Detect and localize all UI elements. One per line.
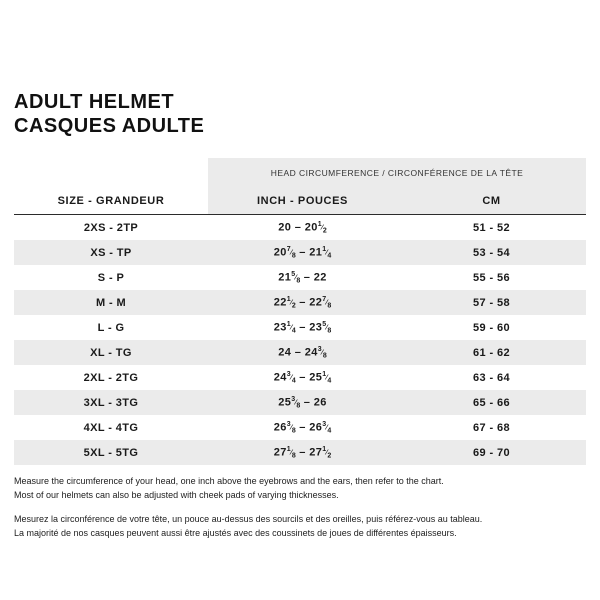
inch-b-frac: $^1⁄_4$: [322, 370, 332, 385]
column-header-size: SIZE - GRANDEUR: [14, 188, 208, 215]
table-body: [14, 158, 586, 465]
column-header-cm: CM: [397, 188, 586, 215]
cell-cm: 65 - 66: [397, 390, 586, 415]
inch-dash: –: [300, 271, 314, 284]
group-header-spacer: [14, 158, 208, 188]
inch-a-whole: 27: [273, 446, 287, 459]
cell-inch: [208, 340, 397, 365]
inch-b-frac: $^5⁄_8$: [322, 320, 332, 335]
cell-inch: [208, 315, 397, 340]
inch-a-frac: $^1⁄_2$: [286, 295, 296, 310]
inch-a-whole: 25: [278, 396, 292, 409]
inch-b-frac: $^1⁄_2$: [317, 220, 327, 235]
inch-b-frac: $^7⁄_8$: [322, 295, 332, 310]
note-en-1: Measure the circumference of your head, one inch above the eyebrows and the ears, then refer to the chart.: [14, 476, 444, 486]
page-title: [14, 90, 204, 138]
table-column-header-row: [14, 188, 586, 215]
cell-inch: [208, 415, 397, 440]
inch-a-whole: 26: [273, 421, 287, 434]
inch-b-whole: 23: [309, 321, 323, 334]
inch-dash: –: [291, 346, 305, 359]
inch-b-whole: 26: [313, 396, 327, 409]
cell-inch: [208, 390, 397, 415]
cell-inch: [208, 290, 397, 315]
notes-divider: [14, 502, 586, 512]
inch-a-whole: 22: [273, 296, 287, 309]
inch-a-frac: $^1⁄_8$: [286, 445, 296, 460]
cell-inch: [208, 240, 397, 265]
inch-b-whole: 27: [309, 446, 323, 459]
title-line-en: ADULT HELMET: [14, 91, 175, 113]
cell-size: 5XL - 5TG: [14, 440, 208, 465]
table-row: [14, 415, 586, 440]
inch-a-frac: $^5⁄_8$: [291, 270, 301, 285]
note-en-2: Most of our helmets can also be adjusted with cheek pads of varying thicknesses.: [14, 490, 339, 500]
note-fr-1: Mesurez la circonférence de votre tête, un pouce au-dessus des sourcils et des oreilles, puis référez-vous au tableau.: [14, 514, 483, 524]
cell-cm: 59 - 60: [397, 315, 586, 340]
inch-b-frac: $^3⁄_8$: [317, 345, 327, 360]
size-chart-table: [14, 158, 586, 465]
inch-b-whole: 26: [309, 421, 323, 434]
cell-size: XL - TG: [14, 340, 208, 365]
cell-cm: 51 - 52: [397, 215, 586, 241]
cell-size: 3XL - 3TG: [14, 390, 208, 415]
note-fr-2: La majorité de nos casques peuvent aussi être ajustés avec des coussinets de joues de différentes épaisseurs.: [14, 528, 457, 538]
inch-dash: –: [300, 396, 314, 409]
cell-inch: [208, 215, 397, 241]
cell-cm: 55 - 56: [397, 265, 586, 290]
inch-b-frac: $^1⁄_2$: [322, 445, 332, 460]
cell-inch: [208, 365, 397, 390]
inch-a-whole: 24: [273, 371, 287, 384]
table-row: [14, 290, 586, 315]
cell-cm: 63 - 64: [397, 365, 586, 390]
inch-a-frac: $^7⁄_8$: [286, 245, 296, 260]
cell-inch: [208, 265, 397, 290]
table-row: [14, 365, 586, 390]
inch-a-whole: 24: [278, 346, 292, 359]
inch-a-whole: 21: [278, 271, 292, 284]
cell-cm: 67 - 68: [397, 415, 586, 440]
table-group-header-row: [14, 158, 586, 188]
table-row: [14, 340, 586, 365]
inch-dash: –: [295, 296, 310, 309]
column-header-inch: INCH - POUCES: [208, 188, 397, 215]
cell-inch: [208, 440, 397, 465]
inch-a-whole: 23: [273, 321, 287, 334]
inch-a-frac: $^3⁄_8$: [291, 395, 301, 410]
inch-dash: –: [295, 321, 310, 334]
inch-b-whole: 20: [304, 221, 318, 234]
cell-size: M - M: [14, 290, 208, 315]
title-line-fr: CASQUES ADULTE: [14, 115, 205, 137]
cell-size: 2XS - 2TP: [14, 215, 208, 241]
cell-size: XS - TP: [14, 240, 208, 265]
table-row: [14, 265, 586, 290]
inch-dash: –: [295, 371, 310, 384]
cell-cm: 53 - 54: [397, 240, 586, 265]
inch-a-whole: 20: [273, 246, 287, 259]
cell-cm: 61 - 62: [397, 340, 586, 365]
cell-size: 4XL - 4TG: [14, 415, 208, 440]
inch-b-whole: 24: [304, 346, 318, 359]
inch-a-frac: $^3⁄_4$: [286, 370, 296, 385]
inch-dash: –: [291, 221, 305, 234]
group-header-label: HEAD CIRCUMFERENCE / CIRCONFÉRENCE DE LA TÊTE: [208, 158, 586, 188]
inch-b-frac: $^3⁄_4$: [322, 420, 332, 435]
inch-b-whole: 21: [309, 246, 323, 259]
table-row: [14, 215, 586, 241]
notes-block: [14, 474, 586, 540]
cell-size: S - P: [14, 265, 208, 290]
inch-dash: –: [295, 421, 310, 434]
cell-cm: 69 - 70: [397, 440, 586, 465]
cell-size: L - G: [14, 315, 208, 340]
table-row: [14, 315, 586, 340]
inch-a-whole: 20: [278, 221, 292, 234]
cell-cm: 57 - 58: [397, 290, 586, 315]
inch-b-whole: 22: [313, 271, 327, 284]
inch-b-frac: $^1⁄_4$: [322, 245, 332, 260]
inch-dash: –: [295, 246, 310, 259]
cell-size: 2XL - 2TG: [14, 365, 208, 390]
table-row: [14, 390, 586, 415]
inch-a-frac: $^1⁄_4$: [286, 320, 296, 335]
inch-b-whole: 22: [309, 296, 323, 309]
inch-a-frac: $^3⁄_8$: [286, 420, 296, 435]
inch-dash: –: [295, 446, 310, 459]
inch-b-whole: 25: [309, 371, 323, 384]
table-row: [14, 440, 586, 465]
table-row: [14, 240, 586, 265]
